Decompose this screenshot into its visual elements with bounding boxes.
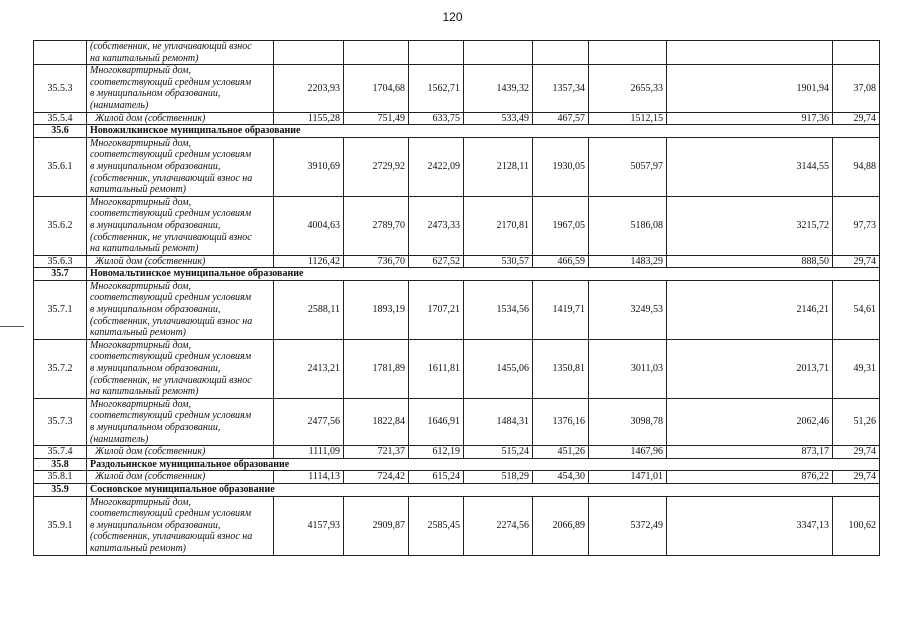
table-row: [34, 446, 880, 459]
description-line: Жилой дом (собственник): [95, 112, 206, 124]
row-description: [87, 471, 274, 484]
description-line: Жилой дом (собственник): [95, 255, 206, 267]
value-cell: 612,19: [409, 446, 464, 459]
description-line: Многоквартирный дом,: [90, 196, 192, 208]
table-row: [34, 496, 880, 555]
value-cell: 2170,81: [464, 196, 533, 255]
description-line: соответствующий средним условиям: [90, 410, 252, 422]
value-cell: [589, 41, 667, 65]
section-row: [34, 268, 880, 281]
section-row: [34, 483, 880, 496]
value-cell: 5186,08: [589, 196, 667, 255]
value-cell: 3347,13: [667, 496, 833, 555]
description-line: в муниципальном образовании,: [90, 422, 221, 433]
value-cell: 888,50: [667, 255, 833, 268]
description-line: Жилой дом (собственник): [95, 471, 206, 483]
description-line: соответствующий средним условиям: [90, 76, 252, 88]
value-cell: 2729,92: [344, 137, 409, 196]
description-line: соответствующий средним условиям: [90, 508, 252, 520]
description-line: (собственник, не уплачивающий взнос: [90, 41, 252, 52]
row-description: [87, 280, 274, 339]
table-row: [34, 65, 880, 112]
section-code: 35.9: [34, 483, 87, 496]
row-code: 35.7.1: [34, 280, 87, 339]
description-line: в муниципальном образовании,: [90, 219, 221, 231]
value-cell: 3011,03: [589, 339, 667, 398]
value-cell: 1350,81: [533, 339, 589, 398]
value-cell: 1111,09: [274, 446, 344, 459]
row-description: [87, 65, 274, 112]
value-cell: 5372,49: [589, 496, 667, 555]
row-code: 35.5.4: [34, 112, 87, 125]
description-line: капитальный ремонт): [90, 184, 187, 196]
table-row: [34, 471, 880, 484]
table-row: [34, 196, 880, 255]
table-row: [34, 280, 880, 339]
value-cell: 29,74: [833, 255, 880, 268]
row-code: 35.6.2: [34, 196, 87, 255]
value-cell: 54,61: [833, 280, 880, 339]
section-row: [34, 125, 880, 138]
row-code: 35.7.4: [34, 446, 87, 459]
value-cell: 4157,93: [274, 496, 344, 555]
value-cell: 2146,21: [667, 280, 833, 339]
row-code: 35.5.3: [34, 65, 87, 112]
value-cell: 627,52: [409, 255, 464, 268]
description-line: в муниципальном образовании,: [90, 160, 221, 172]
value-cell: 466,59: [533, 255, 589, 268]
description-line: капитальный ремонт): [90, 542, 187, 554]
value-cell: 917,36: [667, 112, 833, 125]
value-cell: 533,49: [464, 112, 533, 125]
description-line: соответствующий средним условиям: [90, 149, 252, 161]
row-description: [87, 137, 274, 196]
value-cell: 724,42: [344, 471, 409, 484]
value-cell: 4004,63: [274, 196, 344, 255]
value-cell: 1126,42: [274, 255, 344, 268]
value-cell: 3215,72: [667, 196, 833, 255]
row-code: 35.6.1: [34, 137, 87, 196]
value-cell: 1455,06: [464, 339, 533, 398]
table-row: [34, 255, 880, 268]
value-cell: 2588,11: [274, 280, 344, 339]
value-cell: [409, 41, 464, 65]
description-line: (наниматель): [90, 99, 149, 111]
section-title: Новожилкинское муниципальное образование: [87, 125, 880, 138]
value-cell: 615,24: [409, 471, 464, 484]
value-cell: 2789,70: [344, 196, 409, 255]
value-cell: 873,17: [667, 446, 833, 459]
section-code: 35.8: [34, 458, 87, 471]
description-line: (наниматель): [90, 433, 149, 445]
value-cell: 1419,71: [533, 280, 589, 339]
row-code: 35.6.3: [34, 255, 87, 268]
row-description: [87, 196, 274, 255]
value-cell: 1534,56: [464, 280, 533, 339]
description-line: (собственник, уплачивающий взнос на: [90, 531, 253, 543]
value-cell: 2062,46: [667, 398, 833, 445]
row-code: 35.9.1: [34, 496, 87, 555]
value-cell: 2422,09: [409, 137, 464, 196]
value-cell: 721,37: [344, 446, 409, 459]
description-line: Многоквартирный дом,: [90, 339, 192, 351]
value-cell: 633,75: [409, 112, 464, 125]
row-description: [87, 41, 274, 65]
description-line: в муниципальном образовании,: [90, 363, 221, 375]
description-line: Многоквартирный дом,: [90, 65, 192, 77]
value-cell: 1967,05: [533, 196, 589, 255]
value-cell: 530,57: [464, 255, 533, 268]
description-line: на капитальный ремонт): [90, 243, 199, 255]
value-cell: 2473,33: [409, 196, 464, 255]
row-description: [87, 339, 274, 398]
tariff-table: [33, 40, 880, 556]
value-cell: 1611,81: [409, 339, 464, 398]
value-cell: 515,24: [464, 446, 533, 459]
value-cell: 1114,13: [274, 471, 344, 484]
value-cell: 29,74: [833, 446, 880, 459]
value-cell: 736,70: [344, 255, 409, 268]
row-code: [34, 41, 87, 65]
row-code: 35.7.3: [34, 398, 87, 445]
table-row: [34, 137, 880, 196]
value-cell: 1155,28: [274, 112, 344, 125]
value-cell: 1704,68: [344, 65, 409, 112]
value-cell: 467,57: [533, 112, 589, 125]
value-cell: 97,73: [833, 196, 880, 255]
value-cell: 29,74: [833, 112, 880, 125]
section-code: 35.7: [34, 268, 87, 281]
row-description: [87, 112, 274, 125]
value-cell: 518,29: [464, 471, 533, 484]
margin-mark: [0, 326, 24, 327]
value-cell: [667, 41, 833, 65]
value-cell: 2585,45: [409, 496, 464, 555]
value-cell: 2128,11: [464, 137, 533, 196]
description-line: соответствующий средним условиям: [90, 292, 252, 304]
value-cell: 1930,05: [533, 137, 589, 196]
description-line: Жилой дом (собственник): [95, 446, 206, 458]
section-title: Раздольинское муниципальное образование: [87, 458, 880, 471]
row-description: [87, 446, 274, 459]
section-code: 35.6: [34, 125, 87, 138]
value-cell: 5057,97: [589, 137, 667, 196]
value-cell: 1562,71: [409, 65, 464, 112]
value-cell: [274, 41, 344, 65]
value-cell: [833, 41, 880, 65]
value-cell: 1357,34: [533, 65, 589, 112]
value-cell: 2413,21: [274, 339, 344, 398]
value-cell: 3144,55: [667, 137, 833, 196]
table-row: [34, 339, 880, 398]
value-cell: 3910,69: [274, 137, 344, 196]
description-line: (собственник, не уплачивающий взнос: [90, 374, 252, 386]
value-cell: 1707,21: [409, 280, 464, 339]
value-cell: 751,49: [344, 112, 409, 125]
value-cell: 1483,29: [589, 255, 667, 268]
value-cell: 1484,31: [464, 398, 533, 445]
description-line: Многоквартирный дом,: [90, 398, 192, 410]
value-cell: 49,31: [833, 339, 880, 398]
description-line: Многоквартирный дом,: [90, 496, 192, 508]
value-cell: [344, 41, 409, 65]
value-cell: 1901,94: [667, 65, 833, 112]
value-cell: 1376,16: [533, 398, 589, 445]
value-cell: [533, 41, 589, 65]
value-cell: 2909,87: [344, 496, 409, 555]
description-line: соответствующий средним условиям: [90, 208, 252, 220]
value-cell: 2066,89: [533, 496, 589, 555]
row-code: 35.7.2: [34, 339, 87, 398]
table-row: [34, 398, 880, 445]
row-code: 35.8.1: [34, 471, 87, 484]
section-title: Новомальтинское муниципальное образование: [87, 268, 880, 281]
value-cell: 2655,33: [589, 65, 667, 112]
description-line: в муниципальном образовании,: [90, 304, 221, 316]
page-number: 120: [442, 10, 463, 24]
value-cell: 3249,53: [589, 280, 667, 339]
row-description: [87, 496, 274, 555]
value-cell: 2274,56: [464, 496, 533, 555]
section-title: Сосновское муниципальное образование: [87, 483, 880, 496]
value-cell: 1471,01: [589, 471, 667, 484]
value-cell: 3098,78: [589, 398, 667, 445]
value-cell: 100,62: [833, 496, 880, 555]
description-line: на капитальный ремонт): [90, 386, 199, 398]
value-cell: 451,26: [533, 446, 589, 459]
value-cell: 1646,91: [409, 398, 464, 445]
description-line: (собственник, уплачивающий взнос на: [90, 172, 253, 184]
value-cell: 876,22: [667, 471, 833, 484]
value-cell: 1467,96: [589, 446, 667, 459]
value-cell: 2203,93: [274, 65, 344, 112]
value-cell: 1781,89: [344, 339, 409, 398]
description-line: (собственник, уплачивающий взнос на: [90, 315, 253, 327]
row-description: [87, 255, 274, 268]
value-cell: 51,26: [833, 398, 880, 445]
description-line: (собственник, не уплачивающий взнос: [90, 231, 252, 243]
table-row: [34, 112, 880, 125]
section-row: [34, 458, 880, 471]
value-cell: 1822,84: [344, 398, 409, 445]
table-row: [34, 41, 880, 65]
value-cell: [464, 41, 533, 65]
description-line: Многоквартирный дом,: [90, 280, 192, 292]
value-cell: 1893,19: [344, 280, 409, 339]
table-body: [34, 41, 880, 556]
description-line: на капитальный ремонт): [90, 52, 199, 64]
description-line: соответствующий средним условиям: [90, 351, 252, 363]
description-line: в муниципальном образовании,: [90, 519, 221, 531]
value-cell: 94,88: [833, 137, 880, 196]
value-cell: 454,30: [533, 471, 589, 484]
description-line: капитальный ремонт): [90, 327, 187, 339]
description-line: Многоквартирный дом,: [90, 137, 192, 149]
value-cell: 37,08: [833, 65, 880, 112]
value-cell: 1512,15: [589, 112, 667, 125]
value-cell: 29,74: [833, 471, 880, 484]
row-description: [87, 398, 274, 445]
value-cell: 2013,71: [667, 339, 833, 398]
value-cell: 1439,32: [464, 65, 533, 112]
value-cell: 2477,56: [274, 398, 344, 445]
description-line: в муниципальном образовании,: [90, 88, 221, 100]
